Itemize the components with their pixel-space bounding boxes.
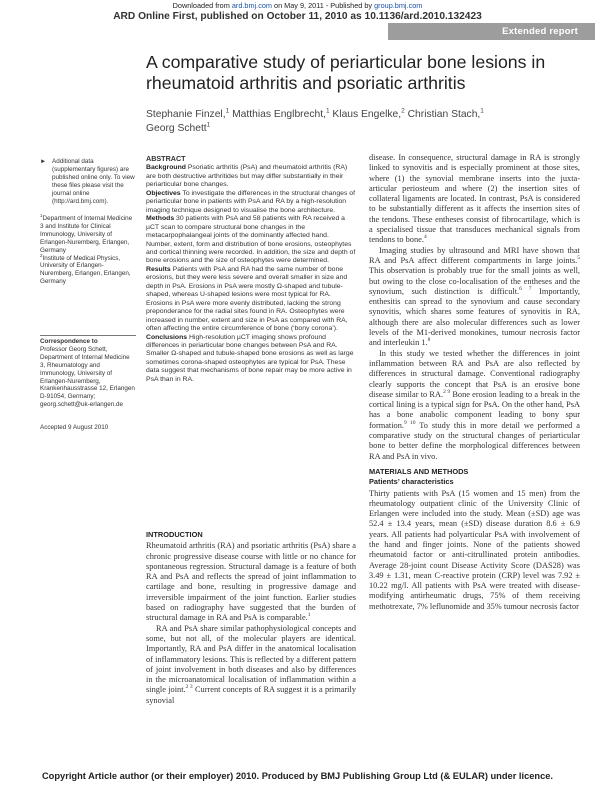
author: Matthias Englbrecht,: [229, 109, 326, 120]
abstract-text: To investigate the differences in the structural changes of periarticular bone in patients with PsA and RA by a high-resolution imaging technique designed to visualise the bone architecture.: [146, 189, 355, 214]
paragraph: RA and PsA share similar pathophysiological concepts and some, but not all, of the molecular players are identical. Importantly, RA and PsA differ in the anatomical localisation of inflammatory lesions. This is reflected by a different pattern of joint involvement in both diseases and also by differences in the microanatomical localisation of inflammation within a single joint.: [146, 623, 356, 695]
body-column-left: [146, 530, 356, 706]
correspondence-body: Professor Georg Schett, Department of Internal Medicine 3, Rheumatology and Immunology, University of Erlangen-Nuremberg, Krankenhausstrasse 12, Erlangen D-91054, Germany; georg.schett@uk-erlangen.de: [40, 345, 135, 409]
affiliation-sup: 2: [401, 107, 405, 115]
section-heading: MATERIALS AND METHODS: [369, 466, 469, 476]
affiliations: [40, 212, 136, 286]
author: Georg Schett: [146, 123, 207, 134]
citation: 2 9: [443, 389, 451, 396]
affiliation-sup: 1: [480, 107, 484, 115]
abstract-text: High-resolution µCT imaging shows profound differences in periarticular bone changes between PsA and RA. Smaller Ω-shaped and tubule-shaped bone erosions as well as large sometimes corona-shaped osteophytes are typical for PsA. These data suggest that mechanisms of bone repair may be more active in PsA than in RA.: [146, 333, 354, 383]
correspondence: [40, 335, 136, 409]
triangle-icon: ►: [40, 158, 47, 165]
abstract-label: Objectives: [146, 189, 181, 197]
paragraph: In this study we tested whether the differences in joint inflammation between RA and PsA are also reflected by differences in structural damage. Conventional radiography clearly supports the concept that PsA is an erosive bone disease similar to RA.: [369, 348, 580, 399]
author: Klaus Engelke,: [329, 109, 402, 120]
accepted-date: Accepted 9 August 2010: [40, 424, 109, 431]
abstract-label: Methods: [146, 215, 175, 223]
article-title: A comparative study of periarticular bone lesions in rheumatoid arthritis and psoriatic arthritis: [146, 52, 546, 93]
abstract-text: Psoriatic arthritis (PsA) and rheumatoid arthritis (RA) are both destructive arthritides but may differ substantially in their periarticular bone changes.: [146, 164, 348, 189]
citation: 1: [307, 612, 311, 619]
abstract-label: Background: [146, 164, 186, 172]
author: Christian Stach,: [404, 109, 481, 120]
paragraph: Current concepts of RA suggest it is a primarily synovial: [146, 685, 356, 705]
abstract-text: 30 patients with PsA and 58 patients with RA received a µCT scan to compare structural bone changes in the metacarpophalangeal joints of the dominantly affected hand. Number, extent, form and distribution of bone erosions, osteophytes and cortical thinning were recorded. In addition, the size and depth of bone erosions and the size of osteophytes were determined.: [146, 215, 356, 265]
affiliation-sup: 1: [325, 107, 330, 115]
author-list: [146, 108, 526, 136]
paragraph: Importantly, enthesitis can spread to the synovium and cause secondary synovitis, which shares some features of synovitis in RA, although there are also molecular differences such as lower levels of the M1-derived monokines, tumour necrosis factor and interleukin 1.: [369, 286, 580, 348]
download-prefix: Downloaded from: [172, 1, 232, 10]
affiliation-sup: 2: [40, 252, 43, 258]
citation: 9 10: [404, 419, 416, 426]
download-middle: on May 9, 2011 - Published by: [272, 1, 375, 10]
ard-link[interactable]: ard.bmj.com: [231, 1, 272, 10]
abstract-heading: ABSTRACT: [146, 154, 186, 163]
section-heading: INTRODUCTION: [146, 530, 203, 539]
supplementary-note: [40, 158, 136, 205]
abstract: [146, 155, 356, 384]
divider: [40, 335, 136, 336]
paragraph: Thirty patients with PsA (15 women and 15 men) from the rheumatology outpatient clinic of the University Clinic of Erlangen were included into the study. Mean (±SD) age was 52.4 ± 13.4 years, mean (±SD) disease duration 8.6 ± 6.9 years. All patients had polyarticular PsA with involvement of the hand and finger joints. None of the patients showed rheumatoid factor or anti-citrullinated protein antibodies. Average 28-joint count Disease Activity Score (DAS28) was 3.49 ± 1.31, mean C-reactive protein (CRP) level was 7.92 ± 10.22 mg/l. All patients with PsA were treated with disease-modifying antirheumatic drugs, 75% of them receiving methotrexate, 7% leflunomide and 35% tumour necrosis factor: [369, 488, 580, 611]
supplementary-text: Additional data (supplementary figures) are published online only. To view these files please visit the journal online (http://ard.bmj.com).: [52, 158, 135, 205]
affiliation-1: Department of Internal Medicine 3 and Institute for Clinical Immunology, University of Erlangen-Nuremberg, Erlangen, Germany: [40, 215, 133, 254]
paragraph: To study this in more detail we performed a comparative study on the structural changes of periarticular bone to better define the morphological differences between RA and PsA in vivo.: [369, 420, 580, 461]
paragraph: This observation is probably true for the small joints as well, but owing to the close co-localisation of the entheses and the synovium, such distinction is difficult.: [369, 266, 580, 296]
affiliation-sup: 1: [206, 121, 211, 129]
paragraph: Bone erosion leading to a break in the cortical lining is a typical sign for PsA. On the other hand, PsA has a bone anabolic component leading to bony spur formation.: [369, 389, 580, 430]
affiliation-sup: 1: [225, 107, 230, 115]
abstract-text: Patients with PsA and RA had the same number of bone erosions, but they were less severe and overall smaller in size and depth in PsA. Erosions in PsA were mostly Ω-shaped and tubule-shaped, whereas U-shaped lesions were most typical for RA. Erosions in PsA were more evenly distributed, lacking the strong preponderance for the radial sites found in RA. Osteophytes were increased in number, extent and size in PsA as compared with RA, often affecting the entire circumference of bone (‘bony corona’).: [146, 265, 348, 333]
citation: 4: [423, 234, 427, 241]
download-notice: [0, 1, 595, 10]
author: Stephanie Finzel,: [146, 109, 226, 120]
group-link[interactable]: group.bmj.com: [374, 1, 423, 10]
citation: 5: [577, 255, 580, 262]
abstract-label: Conclusions: [146, 333, 188, 341]
citation: 2 3: [185, 684, 193, 691]
section-label: Extended report: [502, 26, 578, 37]
paragraph: Rheumatoid arthritis (RA) and psoriatic arthritis (PsA) share a chronic progressive disease course with little or no chance for spontaneous regression. Structural damage is a feature of both RA and PsA and reflects the spread of joint inflammation to cartilage and bone, resulting in progressive damage and irreversible impairment of the joint function. Earlier studies based on radiography have suggested that the burden of structural damage in RA and PsA is comparable.: [146, 541, 356, 623]
citation: 6 7: [519, 286, 532, 293]
paragraph: disease. In consequence, structural damage in RA is strongly linked to synovitis and is especially prominent at those sites, where (1) the synovial membrane inserts into the juxta-articular periosteum and where (2) the insertion sites of collateral ligaments are located. In contrast, PsA is considered to be substantially different as it affects the insertion sites of the tendons. These entheses consist of fibrocartilage, which is a specialised tissue that transduces mechanical signals from tendons to bone.: [369, 153, 580, 245]
paragraph: Imaging studies by ultrasound and MRI have shown that RA and PsA affect different compartments in large joints.: [369, 245, 580, 265]
abstract-label: Results: [146, 265, 171, 273]
section-label-bar: [388, 23, 595, 40]
online-first-banner: ARD Online First, published on October 11, 2010 as 10.1136/ard.2010.132423: [113, 11, 482, 22]
citation: 8: [427, 337, 431, 344]
subsection-heading: Patients’ characteristics: [369, 477, 454, 487]
correspondence-heading: Correspondence to: [40, 338, 98, 345]
affiliation-sup: 1: [40, 212, 43, 218]
copyright-notice: Copyright Article author (or their employer) 2010. Produced by BMJ Publishing Group Ltd (& EULAR) under licence.: [41, 771, 554, 781]
affiliation-2: Institute of Medical Physics, University of Erlangen-Nuremberg, Erlangen, Erlangen, Germany: [40, 254, 131, 286]
body-column-right: [369, 153, 580, 612]
